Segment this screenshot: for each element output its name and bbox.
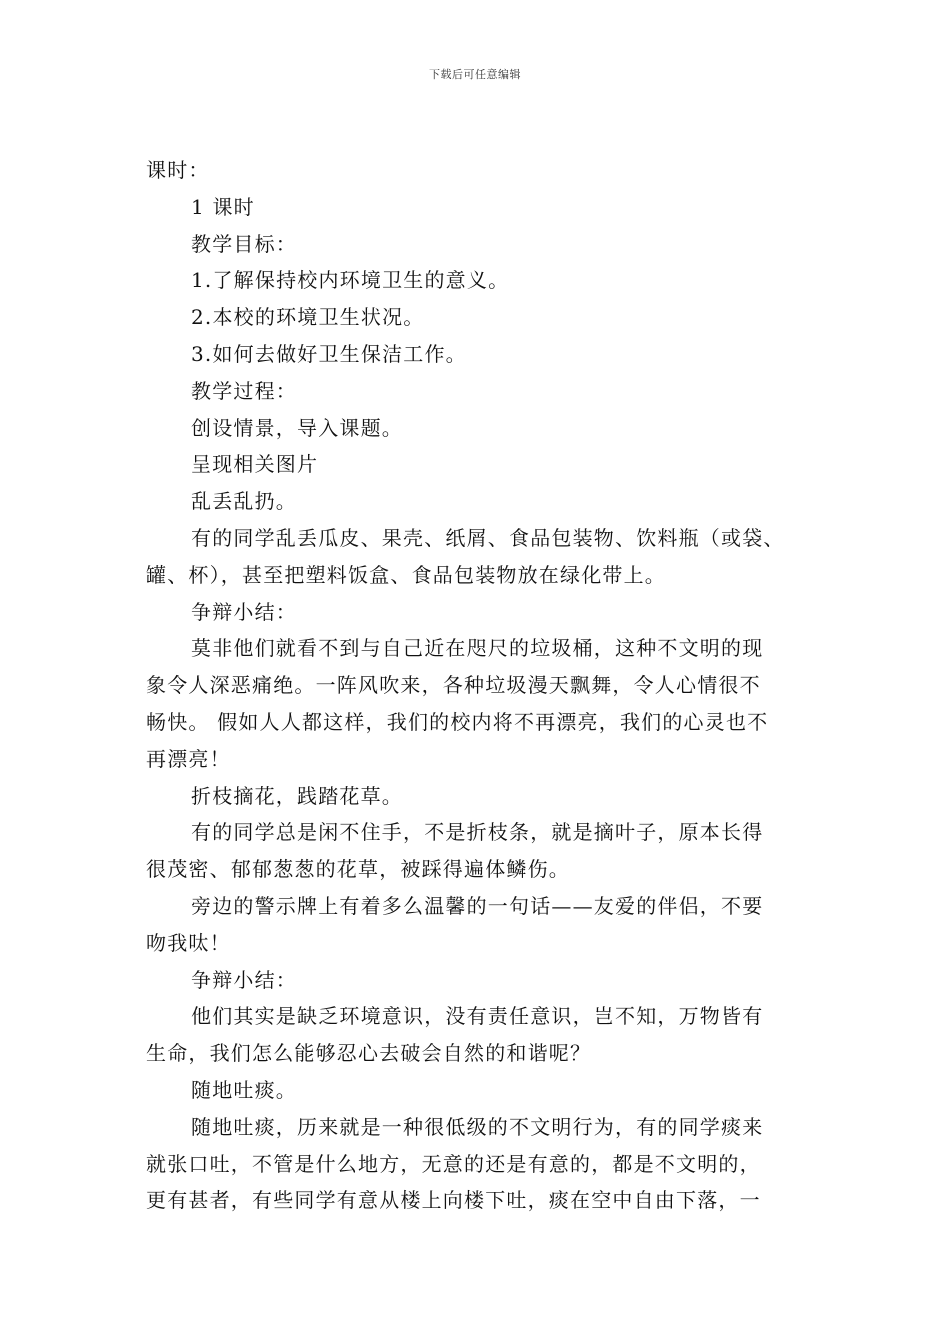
text-line: 呈现相关图片 [191, 452, 319, 477]
text-line: 折枝摘花，践踏花草。 [191, 783, 403, 808]
text-line: 再漂亮！ [146, 746, 231, 771]
text-line: 3.如何去做好卫生保洁工作。 [191, 341, 467, 366]
text-line: 就张口吐，不管是什么地方，无意的还是有意的，都是不文明的， [146, 1151, 761, 1176]
text-line: 1.了解保持校内环境卫生的意义。 [191, 268, 510, 293]
page-header-note: 下载后可任意编辑 [429, 68, 521, 81]
text-line: 莫非他们就看不到与自己近在咫尺的垃圾桶，这种不文明的现 [191, 636, 764, 661]
text-line: 2.本校的环境卫生状况。 [191, 305, 425, 330]
text-line: 乱丢乱扔。 [191, 489, 297, 514]
text-line: 教学目标： [191, 231, 297, 256]
text-line: 课时： [146, 158, 210, 182]
text-line: 他们其实是缺乏环境意识，没有责任意识，岂不知，万物皆有 [191, 1004, 764, 1029]
text-line: 随地吐痰，历来就是一种很低级的不文明行为，有的同学痰来 [191, 1114, 764, 1139]
text-line: 畅快。 假如人人都这样，我们的校内将不再漂亮，我们的心灵也不 [146, 709, 769, 734]
text-line: 1 课时 [191, 194, 255, 219]
text-line: 有的同学乱丢瓜皮、果壳、纸屑、食品包装物、饮料瓶（或袋、 [191, 525, 785, 550]
text-line: 旁边的警示牌上有着多么温馨的一句话——友爱的伴侣，不要 [191, 893, 764, 918]
text-line: 吻我呔！ [146, 930, 231, 955]
text-line: 很茂密、郁郁葱葱的花草，被踩得遍体鳞伤。 [146, 857, 570, 882]
text-line: 更有甚者，有些同学有意从楼上向楼下吐，痰在空中自由下落，一 [146, 1188, 761, 1213]
text-line: 有的同学总是闲不住手，不是折枝条，就是摘叶子，原本长得 [191, 820, 764, 845]
text-line: 随地吐痰。 [191, 1077, 297, 1102]
text-line: 争辩小结： [191, 967, 297, 992]
text-line: 罐、杯），甚至把塑料饭盒、食品包装物放在绿化带上。 [146, 562, 666, 587]
text-line: 生命，我们怎么能够忍心去破会自然的和谐呢？ [146, 1041, 592, 1066]
text-line: 教学过程： [191, 378, 297, 403]
text-line: 象令人深恶痛绝。一阵风吹来，各种垃圾漫天飘舞，令人心情很不 [146, 673, 761, 698]
text-line: 争辩小结： [191, 599, 297, 624]
text-line: 创设情景，导入课题。 [191, 415, 403, 440]
document-body [146, 152, 806, 1219]
